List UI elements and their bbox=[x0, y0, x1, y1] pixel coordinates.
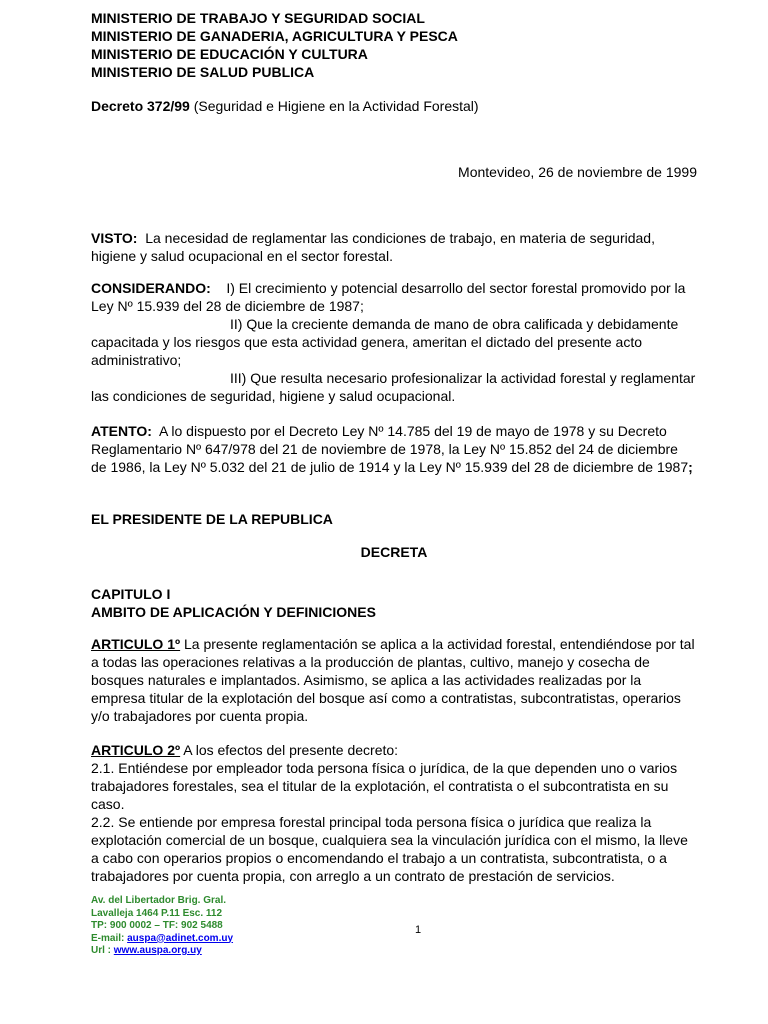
footer-address bbox=[91, 895, 233, 958]
visto-text: La necesidad de reglamentar las condiciones de trabajo, en materia de seguridad, higiene y salud ocupacional en el sector forestal. bbox=[91, 230, 655, 264]
url-link[interactable]: www.auspa.org.uy bbox=[113, 945, 202, 956]
place-date: Montevideo, 26 de noviembre de 1999 bbox=[458, 164, 697, 180]
email-link[interactable]: auspa@adinet.com.uy bbox=[127, 932, 234, 944]
atento-label: ATENTO: bbox=[91, 423, 152, 439]
ministry-line: MINISTERIO DE EDUCACIÓN Y CULTURA bbox=[91, 46, 368, 62]
ministries-header bbox=[91, 9, 697, 81]
articulo-1 bbox=[91, 635, 697, 725]
articulo-2 bbox=[91, 741, 697, 885]
atento-paragraph bbox=[91, 422, 697, 476]
ministry-line: MINISTERIO DE SALUD PUBLICA bbox=[91, 64, 315, 80]
decree-subject: (Seguridad e Higiene en la Actividad Forestal) bbox=[193, 98, 479, 114]
considerando-item: II) Que la creciente demanda de mano de obra calificada y debidamente capacitada y los riesgos que esta actividad genera, ameritan el dictado del presente acto administrativo; bbox=[91, 316, 679, 368]
president-heading: EL PRESIDENTE DE LA REPUBLICA bbox=[91, 511, 333, 527]
footer-line: Lavalleja 1464 P.11 Esc. 112 bbox=[91, 907, 223, 919]
articulo-2-p1: 2.1. Entiéndese por empleador toda persona física o jurídica, de la que dependen uno o varios trabajadores forestales, sea el titular de la explotación, el contratista o el subcontratista en su caso. bbox=[91, 760, 678, 812]
visto-label: VISTO: bbox=[91, 230, 138, 246]
considerando-item: I) El crecimiento y potencial desarrollo del sector forestal promovido por la Ley Nº 15.939 del 28 de diciembre de 1987; bbox=[91, 280, 686, 314]
atento-text: A lo dispuesto por el Decreto Ley Nº 14.785 del 19 de mayo de 1978 y su Decreto Reglamentario Nº 647/978 del 21 de noviembre de 1978, la Ley Nº 15.852 del 24 de diciembre de 1986, la Ley Nº 5.032 del 21 de julio de 1914 y la Ley Nº 15.939 del 28 de diciembre de 1987 bbox=[91, 423, 689, 475]
articulo-2-intro: A los efectos del presente decreto: bbox=[183, 742, 399, 758]
ministry-line: MINISTERIO DE GANADERIA, AGRICULTURA Y PESCA bbox=[91, 28, 458, 44]
articulo-1-label: ARTICULO 1º bbox=[91, 636, 181, 652]
considerando-label: CONSIDERANDO: bbox=[91, 280, 211, 296]
considerando-paragraph bbox=[91, 279, 697, 405]
articulo-1-text: La presente reglamentación se aplica a la actividad forestal, entendiéndose por tal a todas las operaciones relativas a la producción de plantas, cultivo, manejo y cosecha de bosques naturales e implantados. Asimismo, se aplica a las actividades realizadas por la empresa titular de la explotación del bosque así como a contratistas, subcontratistas, operarios y/o trabajadores por cuenta propia. bbox=[91, 636, 695, 724]
footer-line: Av. del Libertador Brig. Gral. bbox=[91, 895, 227, 906]
articulo-2-p2: 2.2. Se entiende por empresa forestal principal toda persona física o jurídica que realiza la explotación comercial de un bosque, cualquiera sea la vinculación jurídica con el mismo, la lleve a cabo con operarios propios o encomendando el trabajo a un contratista, subcontratista, o a trabajadores por cuenta propia, con arreglo a un contrato de prestación de servicios. bbox=[91, 814, 688, 884]
considerando-item: III) Que resulta necesario profesionalizar la actividad forestal y reglamentar las condiciones de seguridad, higiene y salud ocupacional. bbox=[91, 370, 696, 404]
chapter-number: CAPITULO I bbox=[91, 586, 171, 602]
decreta-heading: DECRETA bbox=[360, 544, 428, 560]
visto-paragraph bbox=[91, 229, 697, 265]
chapter-title: AMBITO DE APLICACIÓN Y DEFINICIONES bbox=[91, 604, 376, 620]
url-label: Url : bbox=[91, 945, 111, 956]
page-number: 1 bbox=[415, 924, 422, 936]
chapter-heading bbox=[91, 585, 697, 621]
footer-line: TP: 900 0002 – TF: 902 5488 bbox=[91, 920, 223, 931]
articulo-2-label: ARTICULO 2º bbox=[91, 742, 181, 758]
decree-label: Decreto 372/99 bbox=[91, 98, 190, 114]
decree-title bbox=[91, 97, 697, 115]
email-label: E-mail: bbox=[91, 932, 125, 944]
ministry-line: MINISTERIO DE TRABAJO Y SEGURIDAD SOCIAL bbox=[91, 10, 425, 26]
atento-end: ; bbox=[688, 459, 693, 475]
